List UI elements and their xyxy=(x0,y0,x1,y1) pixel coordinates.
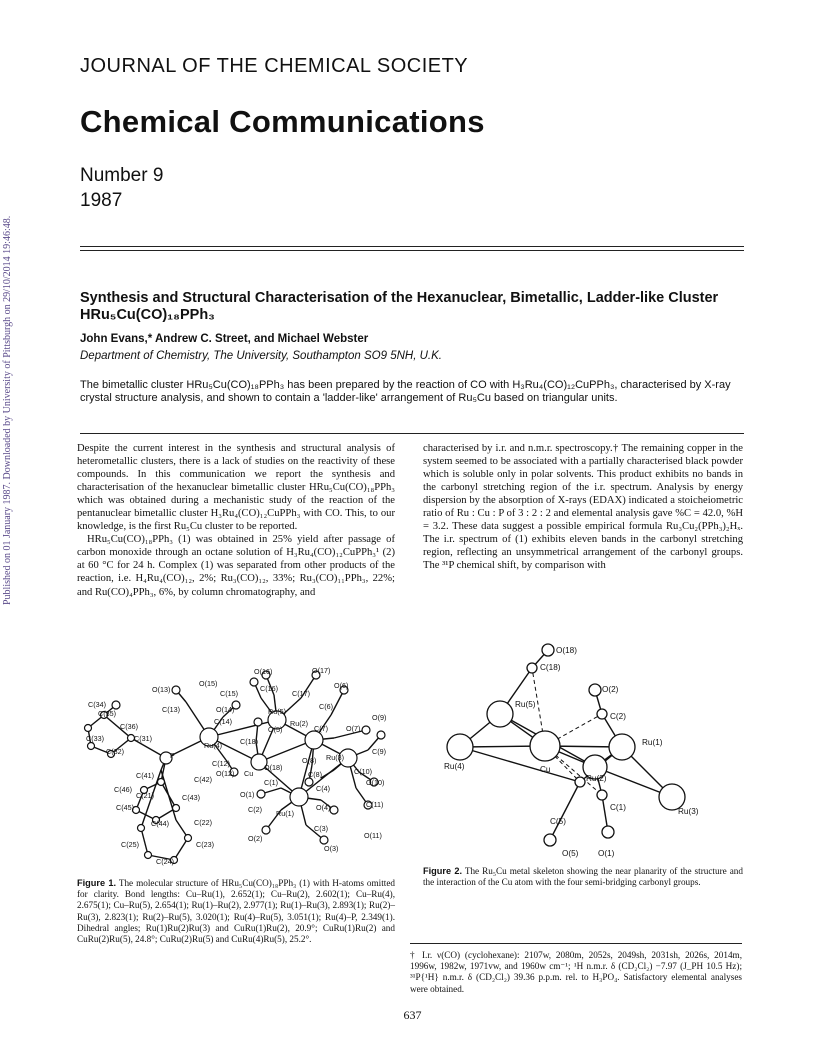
fig1-atom-label: C(16) xyxy=(260,684,278,693)
fig1-atom-label: O(11) xyxy=(364,831,382,840)
fig1-atom-label: C(10) xyxy=(354,767,372,776)
fig1-atom-label: Ru(3) xyxy=(326,753,344,762)
ru1-atom xyxy=(290,788,308,806)
figure-1-molecular-structure xyxy=(76,660,396,872)
fig1-atom-label: O(3) xyxy=(324,844,339,853)
body-paragraph: HRu₅Cu(CO)₁₈PPh₃ (1) was obtained in 25% yield after passage of carbon monoxide through an octane solution of H₃Ru₄(CO)₁₂CuPPh₃¹ (2) at 60 °C for 24 h. Complex (1) was separated from other products of the reaction, i.e. H₄Ru₄(CO)₁₂, 2%; Ru₃(CO)₁₂, 33%; Ru₃(CO)₁₁PPh₃, 22%; and Ru(CO)₄PPh₃, 6%, by column chromatography, and xyxy=(77,534,395,598)
figure-2-metal-skeleton xyxy=(430,632,730,862)
fig1-atom-label: C(36) xyxy=(120,722,138,731)
fig1-atom-label: C(6) xyxy=(319,702,333,711)
fig1-atom-label: C(22) xyxy=(194,818,212,827)
fig1-atom-label: P xyxy=(170,751,175,760)
fig1-atom-label: C(25) xyxy=(121,840,139,849)
fig1-atom-label: C(13) xyxy=(162,705,180,714)
fig2-atom-label: Ru(4) xyxy=(444,762,465,771)
fig1-atom-label: C(31) xyxy=(134,734,152,743)
fig1-atom-label: C(9) xyxy=(372,747,386,756)
fig1-atom-label: C(15) xyxy=(220,689,238,698)
fig1-atom-label: O(5) xyxy=(268,725,283,734)
fig1-atom-label: O(15) xyxy=(199,679,218,688)
fig1-atom-label: O(6) xyxy=(334,681,349,690)
figure-1-label: Figure 1. xyxy=(77,878,116,888)
fig1-atom-label: O(4) xyxy=(316,803,331,812)
fig1-atom-label: Ru(1) xyxy=(276,809,294,818)
ru2-atom xyxy=(305,731,323,749)
fig1-atom-label: Ru(2) xyxy=(290,719,308,728)
fig2-atom-label: O(1) xyxy=(598,849,615,858)
fig1-atom-label: O(18) xyxy=(264,763,283,772)
figure-1-caption-text: The molecular structure of HRu₅Cu(CO)₁₈PPh₃ (1) with H-atoms omitted for clarity. Bond lengths: Cu–Ru(1), 2.652(1); Cu–Ru(2), 2.602(1); Cu–Ru(4), 2.675(1); Cu–Ru(5), 2.654(1); Ru(1)–Ru(2), 2.977(1); Ru(1)–Ru(3), 2.893(1); Ru(2)–Ru(3), 2.823(1); Ru(2)–Ru(5), 3.020(1); Ru(4)–Ru(5), 3.051(1); Ru(4)–P, 2.349(1). Dihedral angles; Ru(1)Ru(2)Ru(3) and CuRu(1)Ru(2), 20.9°; CuRu(1)Ru(2) and CuRu(2)Ru(5), 24.8°; CuRu(2)Ru(5) and CuRu(4)Ru(5), 25.2°. xyxy=(77,878,395,945)
download-notice: Published on 01 January 1987. Downloaded by University of Pittsburgh on 29/10/2014 19:46:48. xyxy=(2,215,13,605)
fig1-atom-label: C(32) xyxy=(106,747,124,756)
issue-number: Number 9 xyxy=(80,165,164,186)
fig1-atom-label: C(12) xyxy=(212,759,230,768)
fig1-atom-label: C(23) xyxy=(196,840,214,849)
fig1-atom-label: C(2) xyxy=(248,805,262,814)
figure-2-caption xyxy=(423,866,743,888)
masthead-title: Chemical Communications xyxy=(80,104,485,139)
figure-2-label: Figure 2. xyxy=(423,866,462,876)
journal-name: JOURNAL OF THE CHEMICAL SOCIETY xyxy=(80,55,469,77)
header-rule-second xyxy=(80,250,744,251)
fig1-atom-label: O(14) xyxy=(216,705,235,714)
fig1-atom-label: C(46) xyxy=(114,785,132,794)
fig2-atom-label: Ru(5) xyxy=(515,700,536,709)
fig1-atom-label: Cu xyxy=(244,769,254,778)
fig1-atom-label: C(1) xyxy=(264,778,278,787)
fig1-atom-label: C(17) xyxy=(292,689,310,698)
fig2-atom-label: Ru(1) xyxy=(642,738,663,747)
abstract-rule xyxy=(80,433,744,434)
fig1-atom-label: O(8) xyxy=(302,756,317,765)
fig2-atom-label: O(18) xyxy=(556,646,577,655)
figure-2-caption-text: The Ru₅Cu metal skeleton showing the near planarity of the structure and the interaction of the Cu atom with the four semi-bridging carbonyl groups. xyxy=(423,866,743,888)
fig1-atom-label: C(4) xyxy=(316,784,330,793)
fig1-atom-label: C(24) xyxy=(156,857,174,866)
fig1-atom-label: C(42) xyxy=(194,775,212,784)
fig1-atom-label: Ru(4) xyxy=(204,741,222,750)
fig1-atom-label: O(2) xyxy=(248,834,263,843)
fig1-atom-label: C(21) xyxy=(136,791,154,800)
fig2-atom-label: C(1) xyxy=(610,803,626,812)
fig1-atom-label: C(14) xyxy=(214,717,232,726)
fig1-atom-label: C(45) xyxy=(116,803,134,812)
fig1-atom-label: C(7) xyxy=(314,724,328,733)
issue-year: 1987 xyxy=(80,190,123,211)
fig1-atom-label: O(7) xyxy=(346,724,361,733)
footnote: † I.r. ν(CO) (cyclohexane): 2107w, 2080m, 2052s, 2049sh, 2031sh, 2026s, 2014m, 1996w, 1982w, 1971vw, and 1960w cm⁻¹; ¹H n.m.r. δ (CD₂Cl₂) −7.97 (J_PH 10.5 Hz); ³¹P{¹H} n.m.r. δ (CD₂Cl₂) 39.36 p.p.m. rel. to H₃PO₄. Satisfactory elemental analyses were obtained. xyxy=(410,950,742,994)
article-affiliation: Department of Chemistry, The University, Southampton SO9 5NH, U.K. xyxy=(80,350,442,362)
fig1-atom-label: O(13) xyxy=(152,685,171,694)
ru1-atom xyxy=(609,734,635,760)
cu-atom xyxy=(530,731,560,761)
body-column-right xyxy=(423,442,743,572)
fig1-atom-label: C(8) xyxy=(308,770,322,779)
figure-1-caption xyxy=(77,878,395,945)
fig1-atom-label: O(10) xyxy=(366,778,385,787)
article-title: Synthesis and Structural Characterisation of the Hexanuclear, Bimetallic, Ladder-like Cluster HRu₅Cu(CO)₁₈PPh₃ xyxy=(80,290,719,323)
fig1-atom-label: C(3) xyxy=(314,824,328,833)
fig2-atom-label: C(5) xyxy=(550,817,566,826)
ru4-atom xyxy=(447,734,473,760)
footnote-rule xyxy=(410,943,742,944)
fig1-atom-label: O(17) xyxy=(312,666,331,675)
fig1-atom-label: C(33) xyxy=(86,734,104,743)
fig2-atom-label: O(2) xyxy=(602,685,619,694)
fig1-atom-label: C(35) xyxy=(98,709,116,718)
fig2-atom-label: Ru(2) xyxy=(586,774,607,783)
fig1-atom-label: Ru(5) xyxy=(268,707,286,716)
page-number: 637 xyxy=(403,1008,422,1022)
header-rule xyxy=(80,246,744,247)
fig2-atom-label: Ru(3) xyxy=(678,807,699,816)
fig1-atom-label: O(9) xyxy=(372,713,387,722)
fig1-atom-label: O(16) xyxy=(254,667,273,676)
fig2-atom-label: O(5) xyxy=(562,849,579,858)
fig1-atom-label: O(1) xyxy=(240,790,255,799)
fig2-atom-label: C(2) xyxy=(610,712,626,721)
ru5-atom xyxy=(487,701,513,727)
article-authors: John Evans,* Andrew C. Street, and Michael Webster xyxy=(80,333,369,345)
fig1-atom-label: C(34) xyxy=(88,700,106,709)
body-column-left xyxy=(77,442,395,599)
fig1-atom-label: C(18) xyxy=(240,737,258,746)
fig1-atom-label: C(41) xyxy=(136,771,154,780)
body-paragraph: Despite the current interest in the synthesis and structural analysis of heterometallic clusters, there is a lack of studies on the reactivity of these compounds. In this communication we report the synthesis and characterisation of the hexanuclear bimetallic cluster HRu₅Cu(CO)₁₈PPh₃ which was obtained during a mechanistic study of the reaction of the pentanuclear bimetallic cluster H₃Ru₄(CO)₁₂CuPPh₃ with CO. This, to our knowledge, is the first Ru₅Cu cluster to be reported. xyxy=(77,443,395,533)
fig2-atom-label: Cu xyxy=(540,765,551,774)
fig1-atom-label: C(44) xyxy=(151,819,169,828)
body-paragraph: characterised by i.r. and n.m.r. spectroscopy.† The remaining copper in the system seemed to be associated with a partially characterised black powder which is soluble only in polar solvents. This product exhibits no bands in the carbonyl stretching region of the i.r. spectrum. Analysis by energy dispersion by the absorption of X-rays (EDAX) indicated a stoicheiometric ratio of Ru : Cu : P of 3 : 2 : 2 and elemental analysis gave %C = 42.0, %H = 3.2. These data suggest a possible empirical formula Ru₃Cu₂(PPh₃)₂Hₓ. The i.r. spectrum of (1) exhibits eleven bands in the carbonyl stretching region, reflecting an unsymmetrical arrangement of the carbonyl groups. The ³¹P chemical shift, by comparison with xyxy=(423,443,743,572)
fig1-atom-label: C(43) xyxy=(182,793,200,802)
fig2-atom-label: C(18) xyxy=(540,663,561,672)
fig1-atom-label: C(11) xyxy=(366,800,384,809)
article-abstract: The bimetallic cluster HRu₅Cu(CO)₁₈PPh₃ has been prepared by the reaction of CO with H₃Ru₄(CO)₁₂CuPPh₃, characterised by X-ray crystal structure analysis, and shown to contain a 'ladder-like' arrangement of Ru₅Cu based on triangular units. xyxy=(80,379,731,404)
fig1-atom-label: O(12) xyxy=(216,769,235,778)
